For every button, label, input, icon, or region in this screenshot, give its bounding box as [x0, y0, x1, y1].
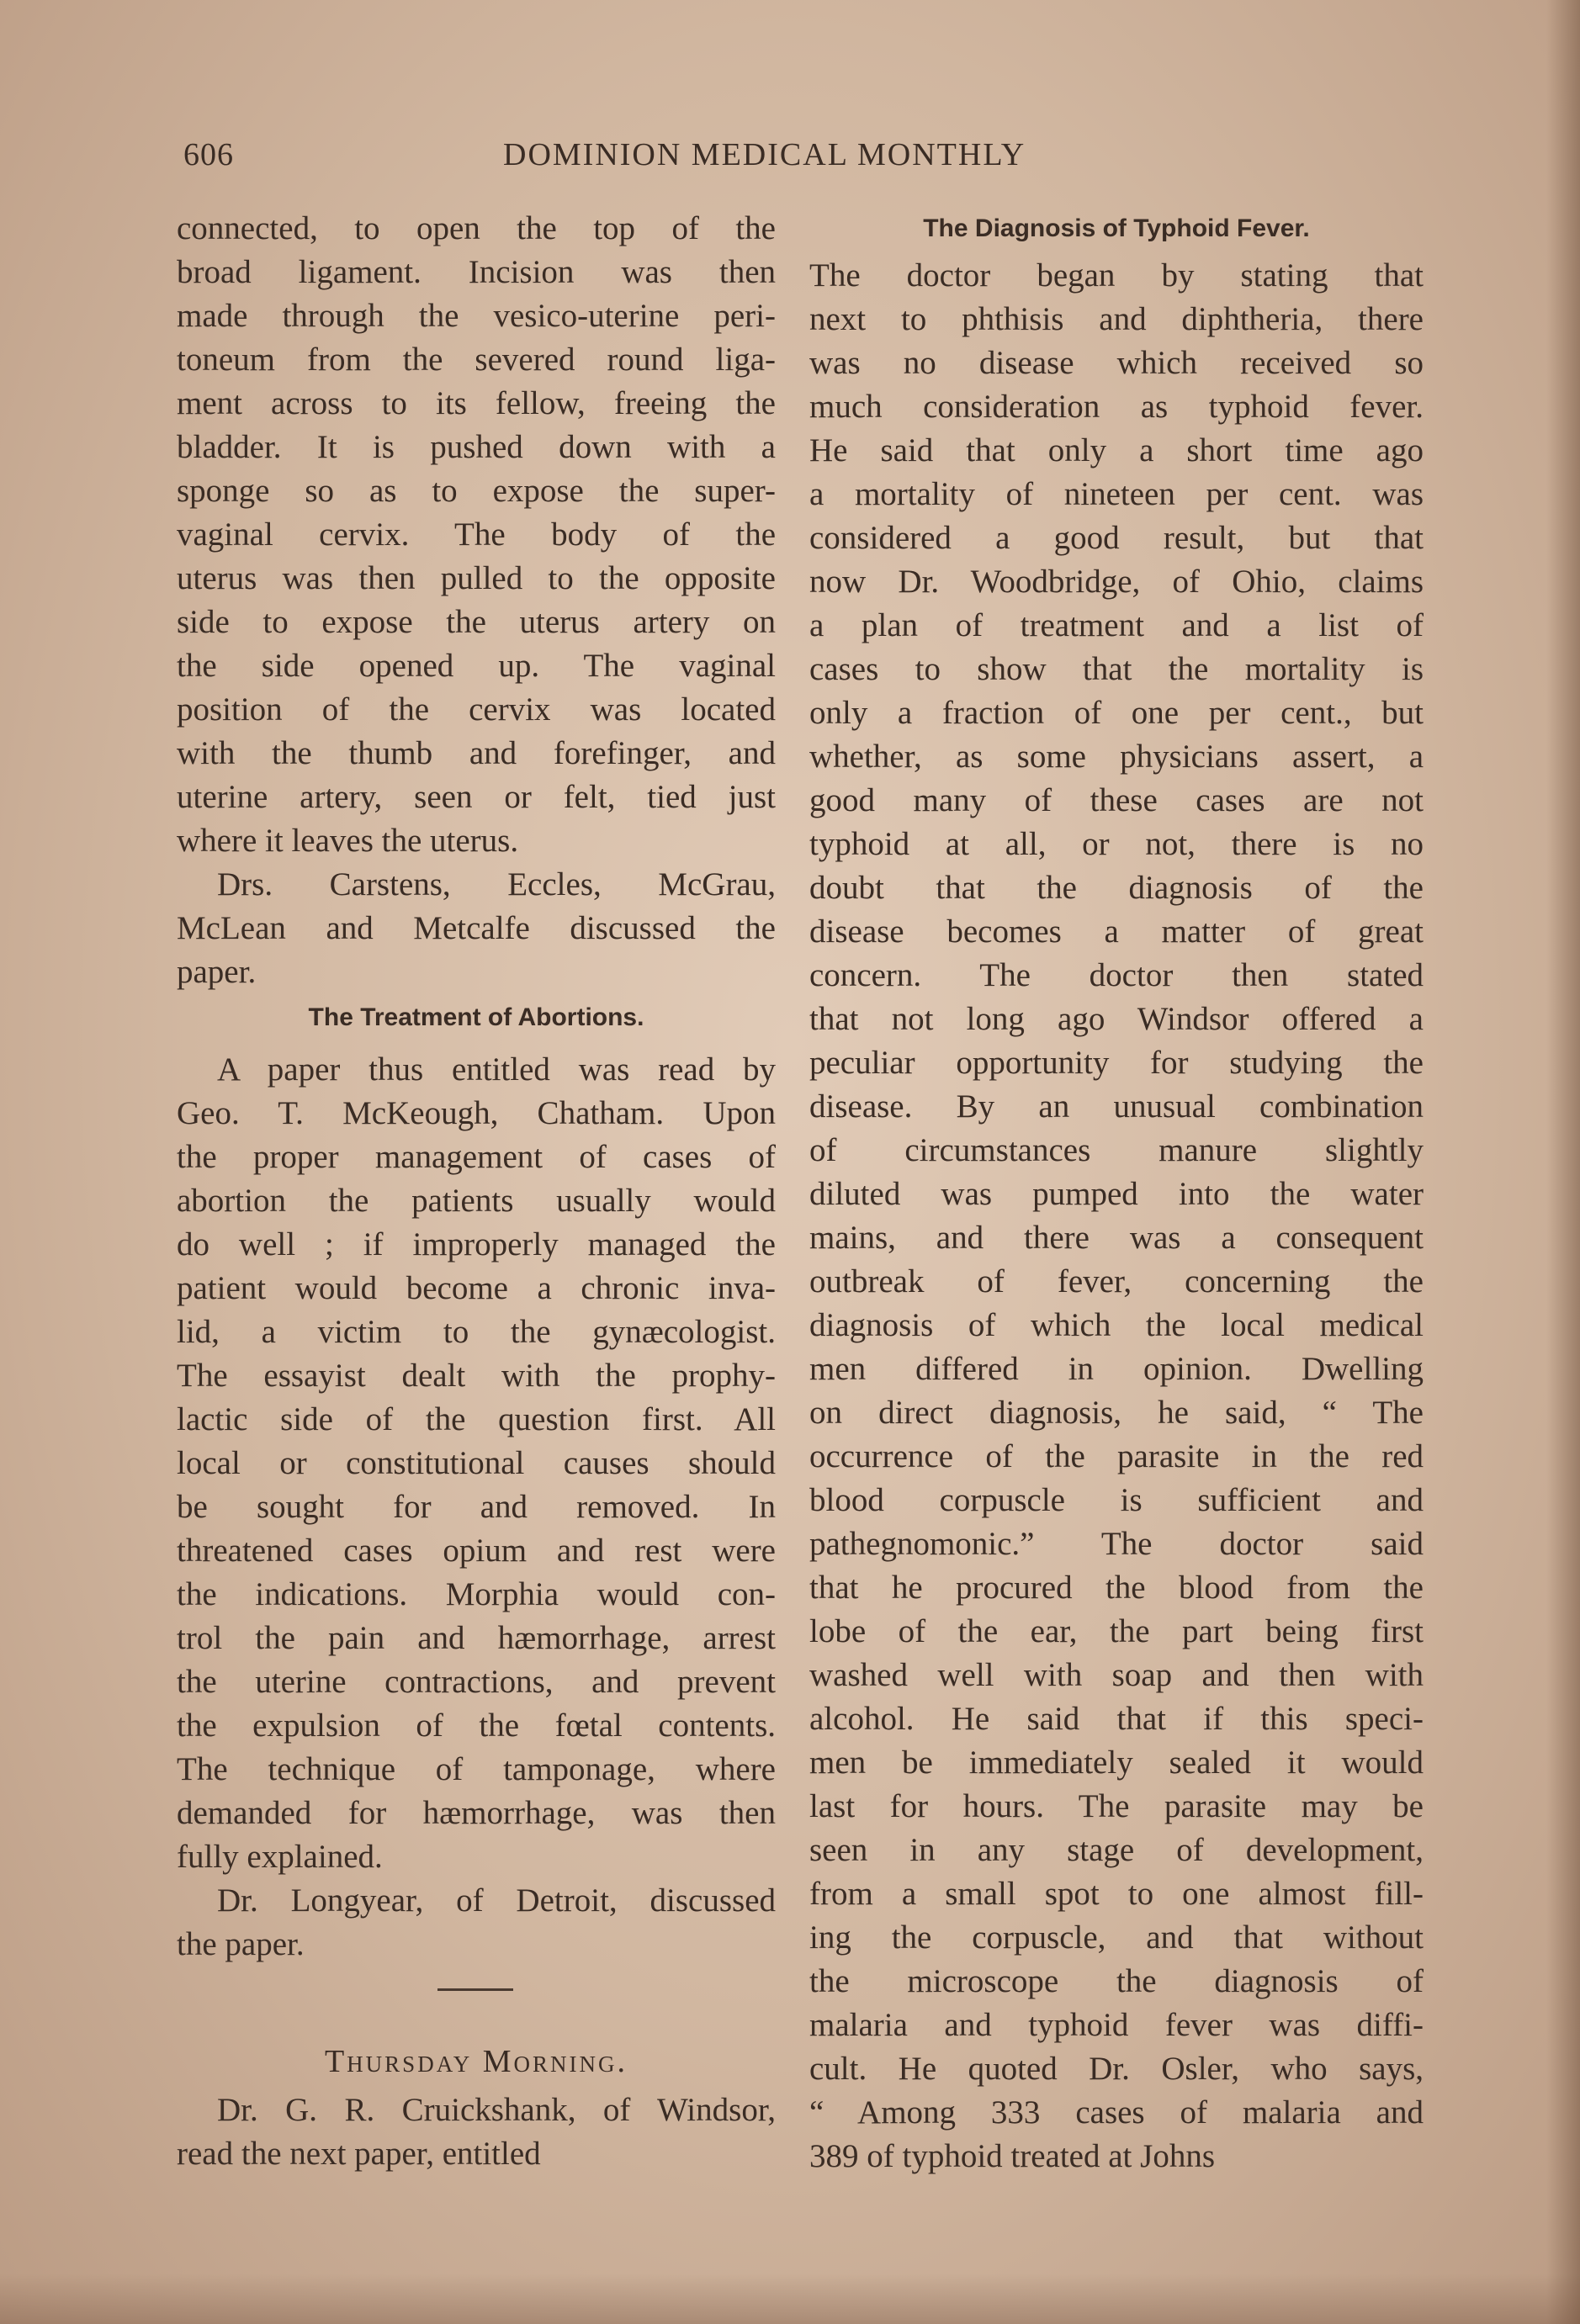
text-line: lid, a victim to the gynæcologist. [177, 1314, 776, 1350]
article-title: The Diagnosis of Typhoid Fever. [923, 214, 1310, 242]
text-line: where it leaves the uterus. [177, 823, 519, 859]
left-column [177, 207, 776, 2176]
text-line: ing the corpuscle, and that without [809, 1919, 1424, 1956]
text-line: side to expose the uterus artery on [177, 604, 776, 640]
text-line: McLean and Metcalfe discussed the [177, 910, 776, 946]
text-line: occurrence of the parasite in the red [809, 1438, 1424, 1474]
text-line: do well ; if improperly managed the [177, 1226, 776, 1263]
text-line: the proper management of cases of [177, 1139, 776, 1175]
text-line: a mortality of nineteen per cent. was [809, 476, 1424, 512]
page-header [183, 136, 1395, 183]
text-line: ment across to its fellow, freeing the [177, 385, 776, 421]
text-line: position of the cervix was located [177, 691, 776, 728]
text-line: alcohol. He said that if this speci- [809, 1701, 1424, 1737]
text-line: malaria and typhoid fever was diffi- [809, 2007, 1424, 2043]
text-line: paper. [177, 954, 257, 990]
text-line: only a fraction of one per cent., but [809, 695, 1424, 731]
text-line: doubt that the diagnosis of the [809, 870, 1424, 906]
right-column [809, 207, 1424, 2178]
text-line: Dr. Longyear, of Detroit, discussed [217, 1882, 776, 1919]
text-line: the side opened up. The vaginal [177, 648, 776, 684]
text-line: disease. By an unusual combination [809, 1088, 1424, 1125]
text-line: was no disease which received so [809, 345, 1424, 381]
text-line: trol the pain and hæmorrhage, arrest [177, 1620, 776, 1656]
text-line: Drs. Carstens, Eccles, McGrau, [217, 866, 776, 903]
text-line: diagnosis of which the local medical [809, 1307, 1424, 1343]
text-line: the uterine contractions, and prevent [177, 1664, 776, 1700]
text-line: seen in any stage of development, [809, 1832, 1424, 1868]
text-line: “ Among 333 cases of malaria and [809, 2094, 1424, 2131]
text-line: pathegnomonic.” The doctor said [809, 1526, 1424, 1562]
text-line: sponge so as to expose the super- [177, 473, 776, 509]
paragraph [809, 254, 1424, 2178]
text-line: concern. The doctor then stated [809, 957, 1424, 993]
text-line: the paper. [177, 1926, 305, 1962]
text-line: good many of these cases are not [809, 782, 1424, 818]
text-line: He said that only a short time ago [809, 432, 1424, 469]
text-line: men differed in opinion. Dwelling [809, 1351, 1424, 1387]
text-line: fully explained. [177, 1839, 383, 1875]
section-heading: Thursday Morning. [324, 2044, 628, 2079]
text-line: uterus was then pulled to the opposite [177, 560, 776, 596]
text-line: toneum from the severed round liga- [177, 341, 776, 378]
text-line: now Dr. Woodbridge, of Ohio, claims [809, 564, 1424, 600]
text-line: the microscope the diagnosis of [809, 1963, 1424, 1999]
text-line: disease becomes a matter of great [809, 913, 1424, 950]
text-line: next to phthisis and diphtheria, there [809, 301, 1424, 337]
text-line: lobe of the ear, the part being first [809, 1613, 1424, 1649]
text-line: vaginal cervix. The body of the [177, 516, 776, 553]
text-line: mains, and there was a consequent [809, 1220, 1424, 1256]
text-line: threatened cases opium and rest were [177, 1533, 776, 1569]
text-line: The technique of tamponage, where [177, 1751, 776, 1787]
text-line: Geo. T. McKeough, Chatham. Upon [177, 1095, 776, 1131]
text-line: a plan of treatment and a list of [809, 607, 1424, 643]
text-line: on direct diagnosis, he said, “ The [809, 1395, 1424, 1431]
text-line: The essayist dealt with the prophy- [177, 1358, 776, 1394]
text-line: of circumstances manure slightly [809, 1132, 1424, 1168]
text-line: made through the vesico-uterine peri- [177, 298, 776, 334]
text-line: diluted was pumped into the water [809, 1176, 1424, 1212]
text-line: the indications. Morphia would con- [177, 1576, 776, 1612]
text-line: cult. He quoted Dr. Osler, who says, [809, 2051, 1424, 2087]
text-line: considered a good result, but that [809, 520, 1424, 556]
text-line: bladder. It is pushed down with a [177, 429, 776, 465]
text-line: 389 of typhoid treated at Johns [809, 2138, 1215, 2174]
running-head: DOMINION MEDICAL MONTHLY [503, 137, 1026, 172]
text-line: abortion the patients usually would [177, 1183, 776, 1219]
text-line: uterine artery, seen or felt, tied just [177, 779, 776, 815]
text-line: A paper thus entitled was read by [217, 1051, 776, 1088]
text-line: last for hours. The parasite may be [809, 1788, 1424, 1824]
text-line: washed well with soap and then with [809, 1657, 1424, 1693]
text-line: patient would become a chronic inva- [177, 1270, 776, 1306]
text-line: The doctor began by stating that [809, 257, 1424, 294]
text-line: local or constitutional causes should [177, 1445, 776, 1481]
text-line: connected, to open the top of the [177, 210, 776, 246]
section-divider [437, 1988, 513, 1991]
page-number: 606 [183, 137, 234, 172]
text-line: lactic side of the question first. All [177, 1401, 776, 1437]
text-line: men be immediately sealed it would [809, 1744, 1424, 1781]
paragraph [177, 863, 776, 994]
text-line: that not long ago Windsor offered a [809, 1001, 1424, 1037]
paragraph [177, 1879, 776, 1967]
text-line: the expulsion of the fœtal contents. [177, 1707, 776, 1744]
text-line: that he procured the blood from the [809, 1570, 1424, 1606]
text-line: demanded for hæmorrhage, was then [177, 1795, 776, 1831]
paragraph [177, 1048, 776, 1879]
text-line: outbreak of fever, concerning the [809, 1263, 1424, 1300]
text-line: Dr. G. R. Cruickshank, of Windsor, [217, 2092, 776, 2128]
page-edge-shadow [1546, 0, 1580, 2324]
text-line: blood corpuscle is sufficient and [809, 1482, 1424, 1518]
section-subheading: The Treatment of Abortions. [308, 1003, 644, 1031]
text-line: typhoid at all, or not, there is no [809, 826, 1424, 862]
text-line: with the thumb and forefinger, and [177, 735, 776, 771]
text-line: read the next paper, entitled [177, 2136, 541, 2172]
paragraph [177, 207, 776, 863]
text-line: cases to show that the mortality is [809, 651, 1424, 687]
text-line: from a small spot to one almost fill- [809, 1876, 1424, 1912]
page-bottom-shadow [0, 2274, 1580, 2324]
text-line: peculiar opportunity for studying the [809, 1045, 1424, 1081]
text-line: be sought for and removed. In [177, 1489, 776, 1525]
text-line: much consideration as typhoid fever. [809, 389, 1424, 425]
paragraph [177, 2088, 776, 2176]
text-line: whether, as some physicians assert, a [809, 738, 1424, 775]
text-line: broad ligament. Incision was then [177, 254, 776, 290]
